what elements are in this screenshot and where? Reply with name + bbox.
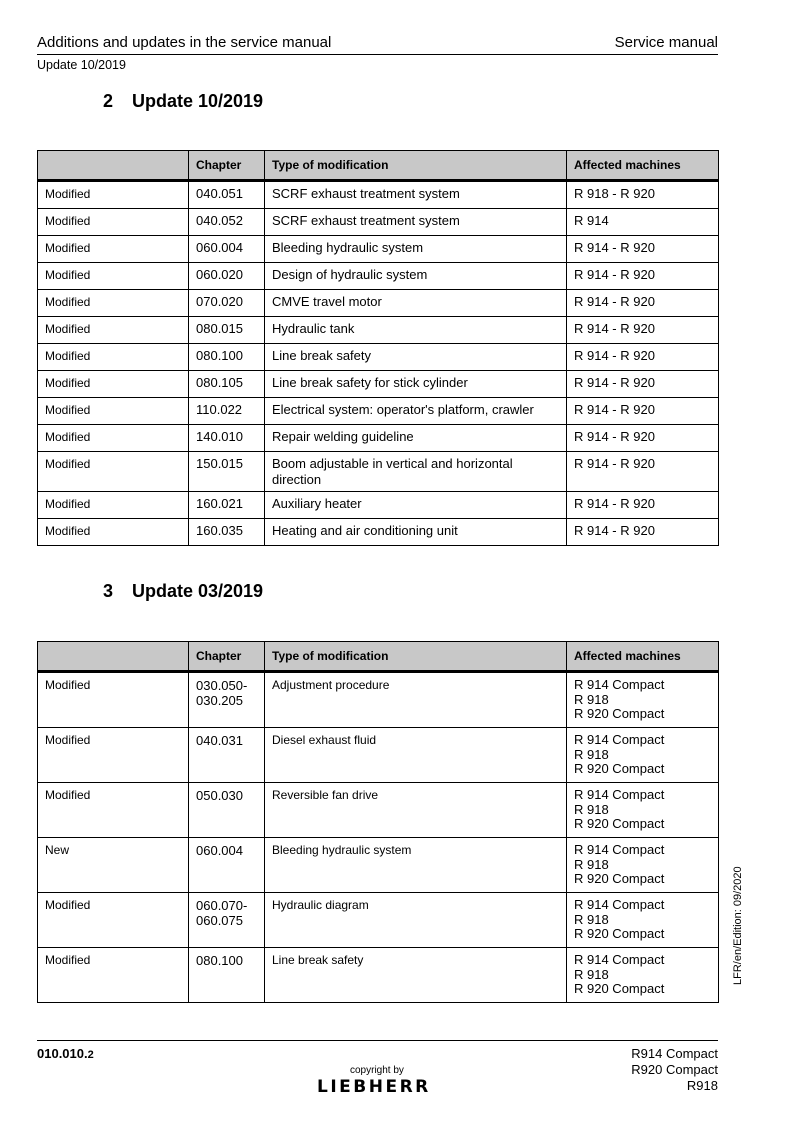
chapter-number: 040.031 — [196, 733, 243, 748]
status-cell: Modified — [38, 398, 189, 425]
chapter-number: 070.020 — [196, 294, 243, 309]
column-header-affected: Affected machines — [567, 151, 719, 181]
footer-model: R914 Compact — [631, 1046, 718, 1061]
section-heading: Update 03/2019 — [132, 581, 264, 601]
table-row — [38, 317, 719, 344]
affected-machine: R 918 — [574, 911, 609, 927]
modification-type-cell: CMVE travel motor — [265, 290, 567, 317]
table-row — [38, 344, 719, 371]
chapter-number: 060.004 — [196, 240, 243, 255]
chapter-cell — [189, 452, 265, 492]
page-number-sub: 2 — [87, 1049, 94, 1061]
modification-type-cell: Diesel exhaust fluid — [265, 728, 567, 783]
column-header-affected: Affected machines — [567, 642, 719, 672]
table-row — [38, 236, 719, 263]
chapter-number: 160.021 — [196, 496, 243, 511]
column-header-chapter: Chapter — [189, 642, 265, 672]
affected-machine: R 914 - R 920 — [574, 429, 655, 444]
chapter-cell — [189, 317, 265, 344]
affected-machines-cell — [567, 838, 719, 893]
chapter-cell — [189, 290, 265, 317]
chapter-cell — [189, 181, 265, 209]
affected-machine: R 918 — [574, 746, 609, 762]
modification-type-cell: Reversible fan drive — [265, 783, 567, 838]
table-row — [38, 948, 719, 1003]
header-document-title: Additions and updates in the service manual — [37, 34, 332, 51]
affected-machines-cell — [567, 452, 719, 492]
footer-model: R918 — [686, 1078, 718, 1093]
affected-machines-cell — [567, 371, 719, 398]
header-rule — [37, 54, 718, 55]
chapter-cell — [189, 948, 265, 1003]
chapter-cell — [189, 519, 265, 546]
status-cell: Modified — [38, 371, 189, 398]
table-row — [38, 371, 719, 398]
status-cell: Modified — [38, 492, 189, 519]
affected-machine: R 914 Compact — [574, 897, 665, 912]
chapter-cell — [189, 398, 265, 425]
affected-machine: R 914 - R 920 — [574, 294, 655, 309]
status-cell: Modified — [38, 519, 189, 546]
modification-type-cell: Boom adjustable in vertical and horizontal direction — [265, 452, 567, 492]
affected-machine: R 914 - R 920 — [574, 496, 655, 511]
chapter-number: 040.051 — [196, 186, 243, 201]
status-cell: Modified — [38, 209, 189, 236]
page-number-main: 010.010. — [37, 1046, 88, 1061]
chapter-number: 080.100 — [196, 348, 243, 363]
status-cell: New — [38, 838, 189, 893]
affected-machine: R 920 Compact — [574, 871, 665, 886]
column-header-chapter: Chapter — [189, 151, 265, 181]
footer-rule — [37, 1040, 718, 1041]
liebherr-logo: LIEBHERR — [317, 1077, 431, 1097]
chapter-cell — [189, 783, 265, 838]
affected-machine: R 918 — [574, 856, 609, 872]
modification-type-cell: Heating and air conditioning unit — [265, 519, 567, 546]
table-row — [38, 783, 719, 838]
table-row — [38, 728, 719, 783]
affected-machine: R 918 — [574, 966, 609, 982]
affected-machines-cell — [567, 728, 719, 783]
modification-type-cell: Line break safety — [265, 948, 567, 1003]
affected-machines-cell — [567, 425, 719, 452]
update-03-2019-table — [37, 641, 719, 1003]
table-row — [38, 492, 719, 519]
section-heading: Update 10/2019 — [132, 91, 264, 111]
affected-machine: R 920 Compact — [574, 706, 665, 721]
status-cell: Modified — [38, 425, 189, 452]
affected-machines-cell — [567, 672, 719, 728]
table-row — [38, 181, 719, 209]
table-row — [38, 893, 719, 948]
status-cell: Modified — [38, 893, 189, 948]
affected-machines-cell — [567, 263, 719, 290]
status-cell: Modified — [38, 344, 189, 371]
table-row — [38, 425, 719, 452]
chapter-cell — [189, 209, 265, 236]
modification-type-cell: Design of hydraulic system — [265, 263, 567, 290]
modification-type-cell: SCRF exhaust treatment system — [265, 209, 567, 236]
affected-machines-cell — [567, 783, 719, 838]
edition-label: LFR/en/Edition: 09/2020 — [732, 866, 744, 985]
status-cell: Modified — [38, 236, 189, 263]
status-cell: Modified — [38, 452, 189, 492]
page-number — [37, 1046, 94, 1061]
column-header-type: Type of modification — [265, 642, 567, 672]
affected-machine: R 914 - R 920 — [574, 240, 655, 255]
chapter-cell — [189, 728, 265, 783]
affected-machine: R 914 Compact — [574, 732, 665, 747]
affected-machine: R 914 Compact — [574, 952, 665, 967]
chapter-cell — [189, 492, 265, 519]
table-body — [38, 181, 719, 546]
column-header-status — [38, 151, 189, 181]
status-cell: Modified — [38, 290, 189, 317]
chapter-cell — [189, 236, 265, 263]
affected-machines-cell — [567, 236, 719, 263]
status-cell: Modified — [38, 263, 189, 290]
section-number: 3 — [103, 581, 114, 601]
affected-machine: R 918 - R 920 — [574, 186, 655, 201]
chapter-cell — [189, 893, 265, 948]
table-row — [38, 263, 719, 290]
section-2-title — [103, 91, 263, 112]
status-cell: Modified — [38, 948, 189, 1003]
table-row — [38, 209, 719, 236]
chapter-number: 060.070- — [196, 898, 248, 913]
affected-machine: R 914 — [574, 213, 609, 228]
table-row — [38, 290, 719, 317]
chapter-number: 060.075 — [196, 913, 243, 928]
modification-type-cell: Line break safety for stick cylinder — [265, 371, 567, 398]
chapter-cell — [189, 371, 265, 398]
table-header-row — [38, 151, 719, 181]
chapter-number: 030.050- — [196, 678, 248, 693]
affected-machines-cell — [567, 492, 719, 519]
modification-type-cell: SCRF exhaust treatment system — [265, 181, 567, 209]
chapter-cell — [189, 838, 265, 893]
table-row — [38, 519, 719, 546]
affected-machines-cell — [567, 893, 719, 948]
table-body — [38, 672, 719, 1003]
chapter-number: 060.004 — [196, 843, 243, 858]
affected-machines-cell — [567, 181, 719, 209]
affected-machine: R 914 Compact — [574, 787, 665, 802]
header-manual-type: Service manual — [614, 34, 718, 51]
affected-machine: R 914 - R 920 — [574, 375, 655, 390]
table-row — [38, 838, 719, 893]
chapter-number: 150.015 — [196, 456, 243, 471]
modification-type-cell: Electrical system: operator's platform, crawler — [265, 398, 567, 425]
affected-machines-cell — [567, 519, 719, 546]
affected-machines-cell — [567, 209, 719, 236]
status-cell: Modified — [38, 728, 189, 783]
affected-machines-cell — [567, 948, 719, 1003]
affected-machine: R 914 - R 920 — [574, 321, 655, 336]
modification-type-cell: Repair welding guideline — [265, 425, 567, 452]
affected-machine: R 914 Compact — [574, 842, 665, 857]
chapter-number: 080.015 — [196, 321, 243, 336]
column-header-type: Type of modification — [265, 151, 567, 181]
affected-machine: R 920 Compact — [574, 926, 665, 941]
affected-machine: R 920 Compact — [574, 981, 665, 996]
modification-type-cell: Auxiliary heater — [265, 492, 567, 519]
section-number: 2 — [103, 91, 114, 111]
status-cell: Modified — [38, 181, 189, 209]
modification-type-cell: Bleeding hydraulic system — [265, 236, 567, 263]
chapter-number: 140.010 — [196, 429, 243, 444]
modification-type-cell: Bleeding hydraulic system — [265, 838, 567, 893]
chapter-number: 110.022 — [196, 402, 243, 417]
affected-machines-cell — [567, 317, 719, 344]
affected-machine: R 914 - R 920 — [574, 402, 655, 417]
table-row — [38, 398, 719, 425]
modification-type-cell: Hydraulic diagram — [265, 893, 567, 948]
affected-machine: R 914 Compact — [574, 677, 665, 692]
footer-models — [631, 1046, 718, 1094]
chapter-number: 160.035 — [196, 523, 243, 538]
affected-machine: R 914 - R 920 — [574, 456, 655, 471]
chapter-number: 060.020 — [196, 267, 243, 282]
affected-machines-cell — [567, 290, 719, 317]
chapter-number: 080.105 — [196, 375, 243, 390]
column-header-status — [38, 642, 189, 672]
modification-type-cell: Line break safety — [265, 344, 567, 371]
copyright-label: copyright by — [350, 1065, 404, 1076]
modification-type-cell: Hydraulic tank — [265, 317, 567, 344]
chapter-number: 050.030 — [196, 788, 243, 803]
affected-machine: R 914 - R 920 — [574, 523, 655, 538]
section-3-title — [103, 581, 263, 602]
affected-machines-cell — [567, 344, 719, 371]
affected-machine: R 918 — [574, 801, 609, 817]
status-cell: Modified — [38, 672, 189, 728]
table-row — [38, 452, 719, 492]
modification-type-cell: Adjustment procedure — [265, 672, 567, 728]
chapter-number: 040.052 — [196, 213, 243, 228]
status-cell: Modified — [38, 783, 189, 838]
chapter-cell — [189, 672, 265, 728]
chapter-cell — [189, 425, 265, 452]
affected-machine: R 914 - R 920 — [574, 267, 655, 282]
affected-machines-cell — [567, 398, 719, 425]
affected-machine: R 914 - R 920 — [574, 348, 655, 363]
chapter-number: 030.205 — [196, 693, 243, 708]
chapter-cell — [189, 263, 265, 290]
table-row — [38, 672, 719, 728]
chapter-number: 080.100 — [196, 953, 243, 968]
footer-model: R920 Compact — [631, 1062, 718, 1077]
header-update-label: Update 10/2019 — [37, 58, 126, 72]
affected-machine: R 920 Compact — [574, 816, 665, 831]
update-10-2019-table — [37, 150, 719, 546]
status-cell: Modified — [38, 317, 189, 344]
chapter-cell — [189, 344, 265, 371]
affected-machine: R 920 Compact — [574, 761, 665, 776]
table-header-row — [38, 642, 719, 672]
affected-machine: R 918 — [574, 691, 609, 707]
